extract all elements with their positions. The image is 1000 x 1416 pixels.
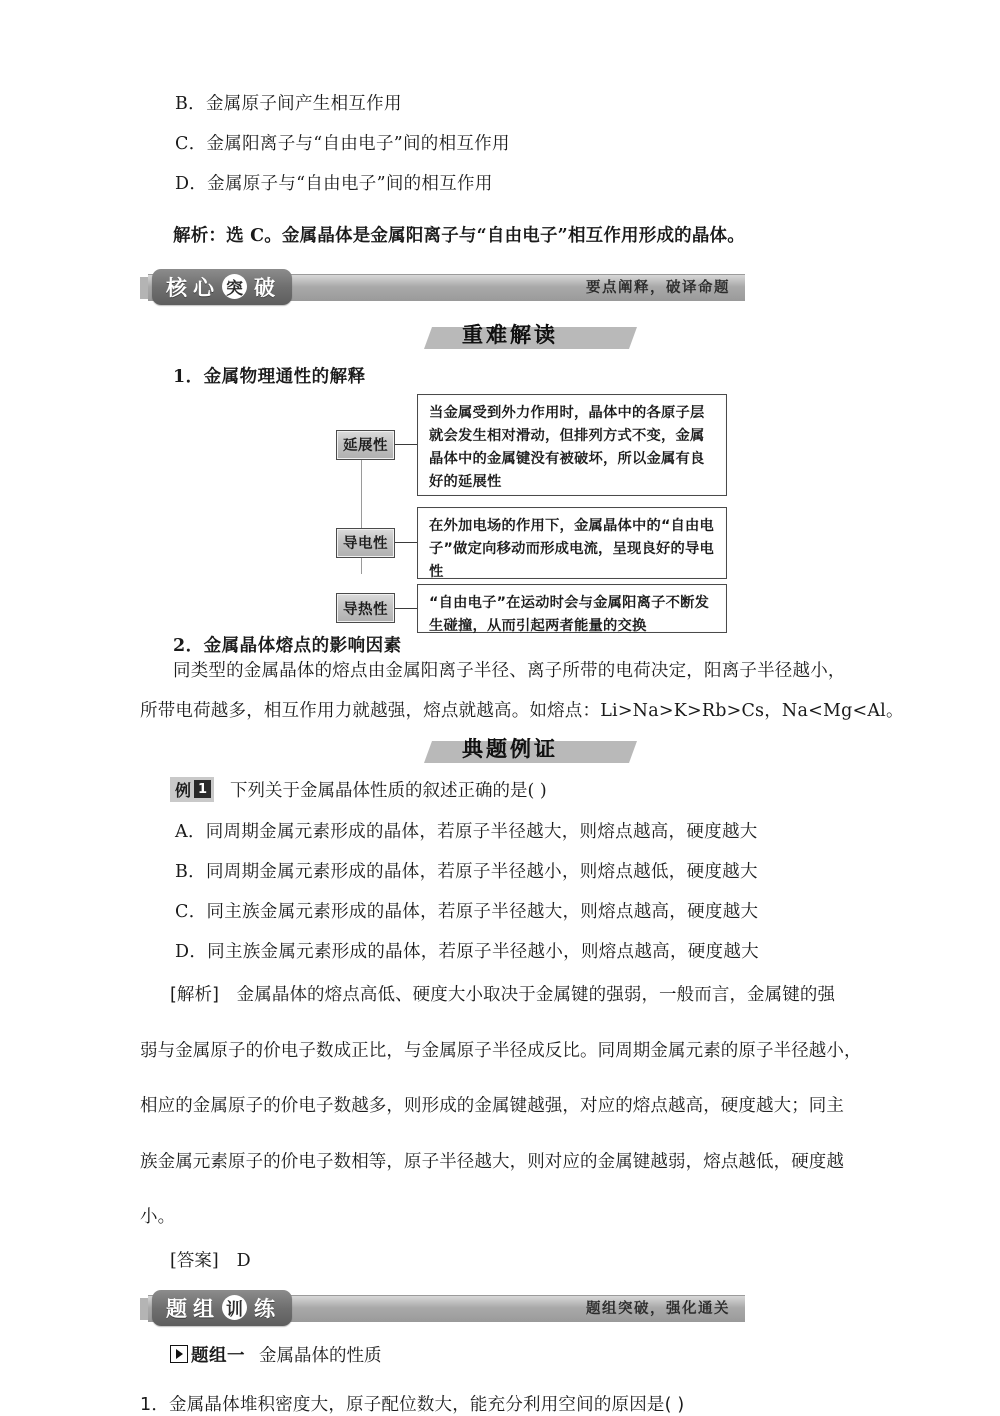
section-banner-drill [140,1290,880,1326]
diagram-description-box: 当金属受到外力作用时，晶体中的各原子层就会发生相对滑动，但排列方式不变，金属晶体中的金属键没有被破坏，所以金属有良好的延展性 [417,394,727,496]
example-badge-number: 1 [194,780,211,798]
example-stem-text: 下列关于金属晶体性质的叙述正确的是( ) [230,780,547,801]
option-text: 金属原子间产生相互作用 [205,94,402,114]
diagram-connector [395,444,417,445]
diagram-label-box: 导热性 [336,593,395,623]
metal-properties-diagram [140,394,880,634]
banner-char: 练 [254,1296,276,1321]
option-text: 同主族金属元素形成的晶体，若原子半径越小，则熔点越高，硬度越大 [207,941,759,962]
subheading-text: 典题例证 [462,736,558,761]
example-badge [170,777,214,802]
banner-char: 核 [166,275,188,300]
explanation-line: 相应的金属原子的价电子数越多，则形成的金属键越强，对应的熔点越高，硬度越大；同主 [140,1096,844,1116]
diagram-row-conductivity [336,507,727,579]
banner-char: 破 [254,275,276,300]
subheading-example [140,733,880,767]
option-text: 金属阳离子与“自由电子”间的相互作用 [206,134,510,154]
analysis-text: 解析：选 C。金属晶体是金属阳离子与“自由电子”相互作用形成的晶体。 [173,225,745,246]
option-row [140,96,880,114]
example-option-row [140,901,880,922]
banner-tab-core [152,269,292,305]
diagram-connector [395,542,417,543]
banner-tab-drill [152,1290,292,1326]
section-2-line-2: 所带电荷越多，相互作用力就越强，熔点就越高。如熔点：Li>Na>K>Rb>Cs，Na<Mg<Al。 [140,701,904,721]
diagram-label-box: 延展性 [336,430,395,460]
option-label: D． [175,941,208,962]
example-stem-row [140,777,880,802]
option-text: 金属原子与“自由电子”间的相互作用 [207,174,493,194]
option-label: C． [175,134,207,154]
group-label: 题组一 [191,1345,245,1366]
option-row [140,176,880,194]
answer-label: [答案] [170,1250,219,1271]
answer-value: D [236,1250,251,1271]
banner-subtitle: 题组突破，强化通关 [586,1300,730,1317]
option-label: C． [175,901,207,922]
banner-char: 组 [193,1296,215,1321]
page-content [140,94,904,1416]
example-option-row [140,861,880,882]
diagram-label-box: 导电性 [336,528,395,558]
banner-circle-char: 突 [222,274,247,299]
subheading-difficult [140,319,880,353]
banner-char: 题 [166,1296,188,1321]
option-text: 同周期金属元素形成的晶体，若原子半径越小，则熔点越低，硬度越大 [205,861,758,882]
question-1: 1．金属晶体堆积密度大，原子配位数大，能充分利用空间的原因是( ) [140,1394,685,1415]
explanation-line: [解析] 金属晶体的熔点高低、硬度大小取决于金属键的强弱，一般而言，金属键的强 [170,985,836,1005]
diagram-connector [395,608,417,609]
group-topic: 金属晶体的性质 [259,1345,382,1366]
banner-char: 心 [193,275,215,300]
diagram-description-box: 在外加电场的作用下，金属晶体中的“自由电子”做定向移动而形成电流，呈现良好的导电性 [417,507,727,579]
option-label: D． [175,174,208,194]
diagram-row-thermal [336,584,727,633]
example-explanation [140,987,880,1227]
explanation-line: 族金属元素原子的价电子数相等，原子半径越大，则对应的金属键越弱，熔点越低，硬度越 [140,1151,844,1172]
example-option-row [140,821,880,842]
option-label: B． [175,861,206,882]
option-label: A． [175,821,206,842]
explanation-line: 小。 [140,1207,176,1227]
section-1-heading: 1．金属物理通性的解释 [173,366,366,387]
option-text: 同周期金属元素形成的晶体，若原子半径越大，则熔点越高，硬度越大 [205,821,758,842]
option-label: B． [175,94,206,114]
section-2-line-1: 同类型的金属晶体的熔点由金属阳离子半径、离子所带的电荷决定，阳离子半径越小， [173,660,846,681]
banner-circle-char: 训 [222,1295,247,1320]
example-option-row [140,941,880,962]
subheading-text: 重难解读 [462,322,558,347]
option-text: 同主族金属元素形成的晶体，若原子半径越大，则熔点越高，硬度越大 [206,901,759,922]
question-group-heading [140,1342,880,1367]
triangle-marker-icon [170,1345,188,1363]
example-answer-row [140,1247,880,1272]
explanation-line: 弱与金属原子的价电子数成正比，与金属原子半径成反比。同周期金属元素的原子半径越小， [140,1040,862,1061]
diagram-description-box: “自由电子”在运动时会与金属阳离子不断发生碰撞，从而引起两者能量的交换 [417,584,727,633]
diagram-row-ductility [336,394,727,496]
section-2-heading: 2．金属晶体熔点的影响因素 [173,635,402,656]
section-banner-core [140,269,880,305]
option-row [140,136,880,154]
example-badge-char: 例 [175,780,192,800]
banner-subtitle: 要点阐释，破译命题 [586,279,730,296]
